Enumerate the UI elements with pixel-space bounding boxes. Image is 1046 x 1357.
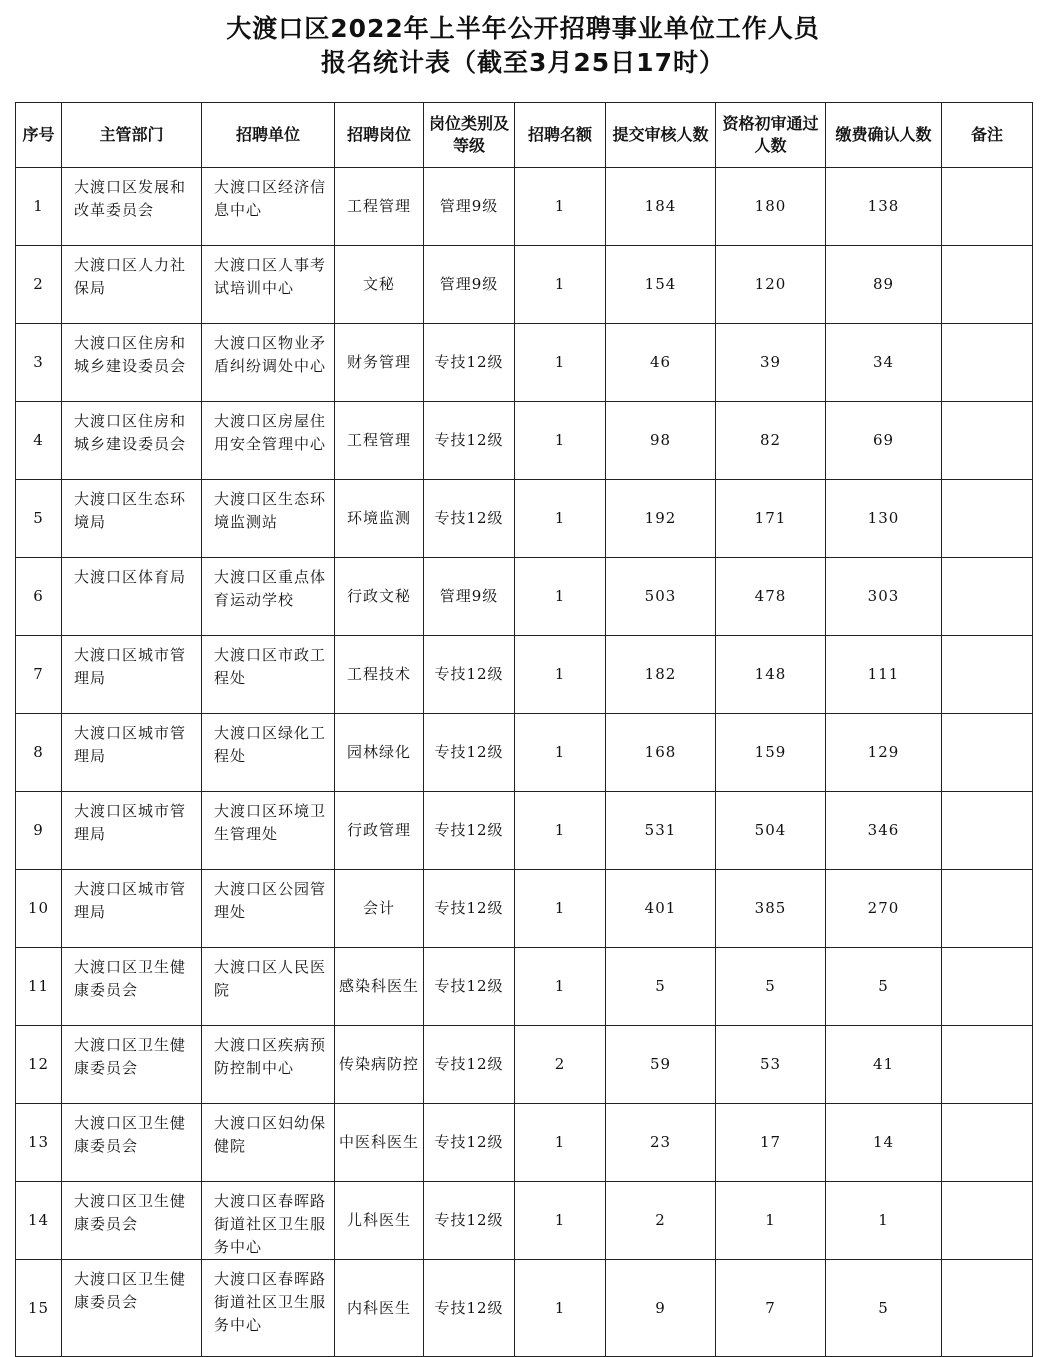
- cell-remarks: [942, 1104, 1033, 1182]
- cell-quota: 1: [515, 1260, 606, 1357]
- header-submitted: 提交审核人数: [606, 103, 716, 168]
- table-row: [16, 948, 1033, 1026]
- cell-department: 大渡口区发展和改革委员会: [62, 168, 202, 246]
- cell-seq: 15: [16, 1260, 62, 1357]
- cell-unit: 大渡口区公园管理处: [202, 870, 335, 948]
- cell-remarks: [942, 402, 1033, 480]
- cell-seq: 9: [16, 792, 62, 870]
- cell-paid: 346: [826, 792, 942, 870]
- cell-position: 传染病防控: [335, 1026, 424, 1104]
- cell-quota: 1: [515, 792, 606, 870]
- cell-department: 大渡口区卫生健康委员会: [62, 1104, 202, 1182]
- table-row: [16, 1182, 1033, 1260]
- cell-position: 园林绿化: [335, 714, 424, 792]
- cell-department: 大渡口区住房和城乡建设委员会: [62, 324, 202, 402]
- table-row: [16, 246, 1033, 324]
- cell-position: 行政文秘: [335, 558, 424, 636]
- cell-unit: 大渡口区生态环境监测站: [202, 480, 335, 558]
- cell-passed: 478: [716, 558, 826, 636]
- cell-submitted: 5: [606, 948, 716, 1026]
- cell-position: 儿科医生: [335, 1182, 424, 1260]
- header-department: 主管部门: [62, 103, 202, 168]
- cell-category: 管理9级: [424, 246, 515, 324]
- cell-passed: 504: [716, 792, 826, 870]
- cell-remarks: [942, 168, 1033, 246]
- cell-paid: 1: [826, 1182, 942, 1260]
- title-line-1: 大渡口区2022年上半年公开招聘事业单位工作人员: [226, 14, 820, 43]
- cell-unit: 大渡口区妇幼保健院: [202, 1104, 335, 1182]
- cell-submitted: 9: [606, 1260, 716, 1357]
- cell-passed: 7: [716, 1260, 826, 1357]
- cell-department: 大渡口区城市管理局: [62, 714, 202, 792]
- cell-unit: 大渡口区环境卫生管理处: [202, 792, 335, 870]
- cell-paid: 5: [826, 1260, 942, 1357]
- table-row: [16, 636, 1033, 714]
- title-line-2: 报名统计表（截至3月25日17时）: [321, 48, 725, 77]
- cell-quota: 2: [515, 1026, 606, 1104]
- cell-passed: 385: [716, 870, 826, 948]
- cell-unit: 大渡口区人民医院: [202, 948, 335, 1026]
- cell-quota: 1: [515, 558, 606, 636]
- cell-unit: 大渡口区绿化工程处: [202, 714, 335, 792]
- cell-position: 财务管理: [335, 324, 424, 402]
- cell-quota: 1: [515, 402, 606, 480]
- table-row: [16, 714, 1033, 792]
- cell-submitted: 23: [606, 1104, 716, 1182]
- cell-submitted: 98: [606, 402, 716, 480]
- cell-unit: 大渡口区房屋住用安全管理中心: [202, 402, 335, 480]
- cell-passed: 53: [716, 1026, 826, 1104]
- cell-seq: 3: [16, 324, 62, 402]
- cell-position: 会计: [335, 870, 424, 948]
- cell-passed: 120: [716, 246, 826, 324]
- cell-position: 感染科医生: [335, 948, 424, 1026]
- cell-department: 大渡口区人力社保局: [62, 246, 202, 324]
- cell-paid: 138: [826, 168, 942, 246]
- cell-paid: 5: [826, 948, 942, 1026]
- cell-submitted: 192: [606, 480, 716, 558]
- cell-passed: 1: [716, 1182, 826, 1260]
- cell-position: 中医科医生: [335, 1104, 424, 1182]
- cell-seq: 5: [16, 480, 62, 558]
- cell-unit: 大渡口区重点体育运动学校: [202, 558, 335, 636]
- cell-category: 管理9级: [424, 168, 515, 246]
- cell-quota: 1: [515, 1182, 606, 1260]
- cell-quota: 1: [515, 168, 606, 246]
- cell-category: 专技12级: [424, 948, 515, 1026]
- cell-unit: 大渡口区春晖路街道社区卫生服务中心: [202, 1260, 335, 1357]
- cell-remarks: [942, 792, 1033, 870]
- cell-paid: 303: [826, 558, 942, 636]
- cell-remarks: [942, 324, 1033, 402]
- header-unit: 招聘单位: [202, 103, 335, 168]
- cell-position: 工程管理: [335, 168, 424, 246]
- cell-remarks: [942, 636, 1033, 714]
- cell-submitted: 401: [606, 870, 716, 948]
- cell-paid: 111: [826, 636, 942, 714]
- table-body: [16, 168, 1033, 1357]
- cell-passed: 17: [716, 1104, 826, 1182]
- cell-seq: 10: [16, 870, 62, 948]
- table-row: [16, 168, 1033, 246]
- cell-submitted: 531: [606, 792, 716, 870]
- cell-seq: 1: [16, 168, 62, 246]
- cell-seq: 13: [16, 1104, 62, 1182]
- cell-unit: 大渡口区市政工程处: [202, 636, 335, 714]
- cell-quota: 1: [515, 1104, 606, 1182]
- cell-submitted: 184: [606, 168, 716, 246]
- table-row: [16, 870, 1033, 948]
- cell-quota: 1: [515, 480, 606, 558]
- header-row: [16, 103, 1033, 168]
- header-category: 岗位类别及等级: [424, 103, 515, 168]
- cell-position: 工程管理: [335, 402, 424, 480]
- cell-category: 专技12级: [424, 1104, 515, 1182]
- cell-passed: 82: [716, 402, 826, 480]
- cell-category: 专技12级: [424, 1260, 515, 1357]
- cell-department: 大渡口区住房和城乡建设委员会: [62, 402, 202, 480]
- cell-submitted: 168: [606, 714, 716, 792]
- cell-remarks: [942, 1260, 1033, 1357]
- cell-passed: 159: [716, 714, 826, 792]
- cell-remarks: [942, 948, 1033, 1026]
- table-row: [16, 1026, 1033, 1104]
- cell-category: 专技12级: [424, 870, 515, 948]
- cell-paid: 41: [826, 1026, 942, 1104]
- cell-position: 内科医生: [335, 1260, 424, 1357]
- cell-position: 工程技术: [335, 636, 424, 714]
- cell-seq: 6: [16, 558, 62, 636]
- cell-category: 专技12级: [424, 1182, 515, 1260]
- cell-remarks: [942, 246, 1033, 324]
- cell-remarks: [942, 870, 1033, 948]
- header-seq: 序号: [16, 103, 62, 168]
- cell-submitted: 503: [606, 558, 716, 636]
- cell-unit: 大渡口区疾病预防控制中心: [202, 1026, 335, 1104]
- cell-seq: 11: [16, 948, 62, 1026]
- cell-category: 专技12级: [424, 480, 515, 558]
- table-row: [16, 792, 1033, 870]
- cell-paid: 130: [826, 480, 942, 558]
- cell-passed: 39: [716, 324, 826, 402]
- cell-seq: 7: [16, 636, 62, 714]
- cell-position: 环境监测: [335, 480, 424, 558]
- header-remarks: 备注: [942, 103, 1033, 168]
- cell-category: 专技12级: [424, 792, 515, 870]
- cell-submitted: 2: [606, 1182, 716, 1260]
- header-paid: 缴费确认人数: [826, 103, 942, 168]
- cell-unit: 大渡口区春晖路街道社区卫生服务中心: [202, 1182, 335, 1260]
- cell-quota: 1: [515, 714, 606, 792]
- cell-quota: 1: [515, 948, 606, 1026]
- cell-department: 大渡口区城市管理局: [62, 792, 202, 870]
- header-position: 招聘岗位: [335, 103, 424, 168]
- cell-department: 大渡口区卫生健康委员会: [62, 1026, 202, 1104]
- table-row: [16, 558, 1033, 636]
- cell-department: 大渡口区卫生健康委员会: [62, 1182, 202, 1260]
- cell-quota: 1: [515, 636, 606, 714]
- cell-passed: 171: [716, 480, 826, 558]
- cell-remarks: [942, 714, 1033, 792]
- cell-quota: 1: [515, 870, 606, 948]
- cell-position: 行政管理: [335, 792, 424, 870]
- cell-submitted: 46: [606, 324, 716, 402]
- cell-submitted: 182: [606, 636, 716, 714]
- table-row: [16, 1260, 1033, 1357]
- cell-paid: 14: [826, 1104, 942, 1182]
- cell-category: 专技12级: [424, 714, 515, 792]
- cell-department: 大渡口区城市管理局: [62, 870, 202, 948]
- registration-table: [15, 102, 1033, 1357]
- cell-quota: 1: [515, 246, 606, 324]
- cell-passed: 148: [716, 636, 826, 714]
- cell-quota: 1: [515, 324, 606, 402]
- header-passed: 资格初审通过人数: [716, 103, 826, 168]
- cell-department: 大渡口区卫生健康委员会: [62, 948, 202, 1026]
- cell-unit: 大渡口区物业矛盾纠纷调处中心: [202, 324, 335, 402]
- table-row: [16, 402, 1033, 480]
- cell-passed: 180: [716, 168, 826, 246]
- cell-submitted: 154: [606, 246, 716, 324]
- cell-unit: 大渡口区人事考试培训中心: [202, 246, 335, 324]
- cell-department: 大渡口区卫生健康委员会: [62, 1260, 202, 1357]
- cell-paid: 129: [826, 714, 942, 792]
- cell-unit: 大渡口区经济信息中心: [202, 168, 335, 246]
- cell-department: 大渡口区体育局: [62, 558, 202, 636]
- cell-paid: 89: [826, 246, 942, 324]
- cell-remarks: [942, 480, 1033, 558]
- cell-submitted: 59: [606, 1026, 716, 1104]
- cell-category: 专技12级: [424, 636, 515, 714]
- cell-remarks: [942, 558, 1033, 636]
- cell-department: 大渡口区城市管理局: [62, 636, 202, 714]
- cell-department: 大渡口区生态环境局: [62, 480, 202, 558]
- table-row: [16, 324, 1033, 402]
- header-quota: 招聘名额: [515, 103, 606, 168]
- title-block: [0, 0, 1046, 102]
- cell-paid: 270: [826, 870, 942, 948]
- cell-paid: 34: [826, 324, 942, 402]
- table-row: [16, 480, 1033, 558]
- cell-category: 专技12级: [424, 324, 515, 402]
- cell-category: 专技12级: [424, 402, 515, 480]
- cell-position: 文秘: [335, 246, 424, 324]
- cell-remarks: [942, 1182, 1033, 1260]
- cell-seq: 14: [16, 1182, 62, 1260]
- cell-seq: 2: [16, 246, 62, 324]
- cell-seq: 12: [16, 1026, 62, 1104]
- cell-category: 专技12级: [424, 1026, 515, 1104]
- cell-seq: 8: [16, 714, 62, 792]
- cell-passed: 5: [716, 948, 826, 1026]
- cell-category: 管理9级: [424, 558, 515, 636]
- cell-seq: 4: [16, 402, 62, 480]
- table-row: [16, 1104, 1033, 1182]
- cell-remarks: [942, 1026, 1033, 1104]
- cell-paid: 69: [826, 402, 942, 480]
